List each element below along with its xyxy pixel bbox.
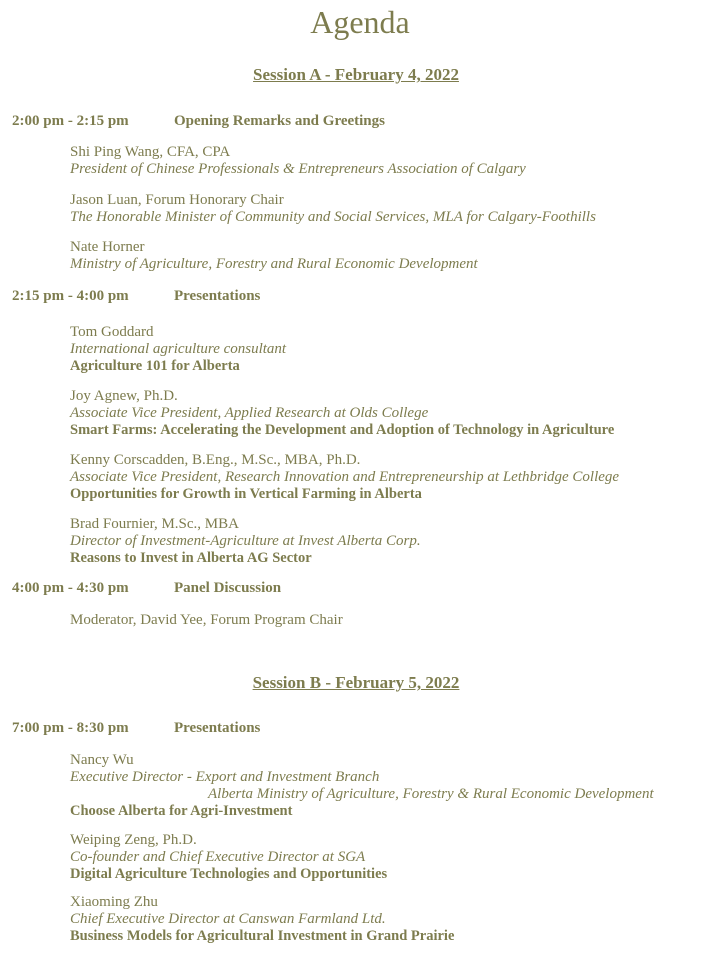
speaker-name: Brad Fournier, M.Sc., MBA <box>70 516 239 532</box>
speaker-block <box>70 894 454 945</box>
slot-label: Opening Remarks and Greetings <box>174 113 385 129</box>
speaker-role: Associate Vice President, Applied Research at Olds College <box>70 405 429 421</box>
slot-time: 4:00 pm - 4:30 pm <box>12 580 129 596</box>
speaker-name: Tom Goddard <box>70 324 154 340</box>
speaker-block <box>70 388 614 439</box>
talk-topic: Opportunities for Growth in Vertical Farming in Alberta <box>70 486 422 502</box>
session-b-heading: Session B - February 5, 2022 <box>252 673 460 692</box>
speaker-block <box>70 752 654 820</box>
slot-time: 2:15 pm - 4:00 pm <box>12 288 129 304</box>
page-title: Agenda <box>310 4 410 40</box>
speaker-role: The Honorable Minister of Community and Social Services, MLA for Calgary-Foothills <box>70 209 596 225</box>
speaker-block <box>70 144 526 178</box>
talk-topic: Agriculture 101 for Alberta <box>70 358 240 374</box>
speaker-role: Co-founder and Chief Executive Director at SGA <box>70 849 366 865</box>
speaker-block <box>70 192 596 226</box>
speaker-role: Ministry of Agriculture, Forestry and Rural Economic Development <box>70 256 478 272</box>
speaker-block <box>70 452 619 503</box>
speaker-block <box>70 832 387 883</box>
speaker-role: Associate Vice President, Research Innovation and Entrepreneurship at Lethbridge College <box>70 469 620 485</box>
speaker-name: Moderator, David Yee, Forum Program Chair <box>70 612 343 628</box>
speaker-role: Director of Investment-Agriculture at Invest Alberta Corp. <box>70 533 421 549</box>
talk-topic: Digital Agriculture Technologies and Opportunities <box>70 866 388 882</box>
speaker-role: President of Chinese Professionals & Entrepreneurs Association of Calgary <box>70 161 526 177</box>
speaker-role-secondary: Alberta Ministry of Agriculture, Forestry & Rural Economic Development <box>208 786 654 802</box>
speaker-name: Joy Agnew, Ph.D. <box>70 388 178 404</box>
speaker-block <box>70 612 343 629</box>
speaker-name: Shi Ping Wang, CFA, CPA <box>70 144 231 160</box>
speaker-name: Weiping Zeng, Ph.D. <box>70 832 197 848</box>
session-a-heading: Session A - February 4, 2022 <box>253 65 459 84</box>
slot-label: Presentations <box>174 720 261 736</box>
slot-time: 2:00 pm - 2:15 pm <box>12 113 129 129</box>
talk-topic: Smart Farms: Accelerating the Development and Adoption of Technology in Agriculture <box>70 422 615 438</box>
speaker-name: Jason Luan, Forum Honorary Chair <box>70 192 284 208</box>
speaker-role: Chief Executive Director at Canswan Farmland Ltd. <box>70 911 386 927</box>
speaker-name: Nancy Wu <box>70 752 134 768</box>
slot-label: Panel Discussion <box>174 580 282 596</box>
speaker-block <box>70 324 286 375</box>
speaker-name: Nate Horner <box>70 239 145 255</box>
talk-topic: Business Models for Agricultural Investment in Grand Prairie <box>70 928 455 944</box>
talk-topic: Choose Alberta for Agri-Investment <box>70 803 293 819</box>
speaker-name: Xiaoming Zhu <box>70 894 158 910</box>
talk-topic: Reasons to Invest in Alberta AG Sector <box>70 550 312 566</box>
speaker-role: International agriculture consultant <box>70 341 287 357</box>
speaker-block <box>70 239 478 273</box>
slot-time: 7:00 pm - 8:30 pm <box>12 720 129 736</box>
speaker-name: Kenny Corscadden, B.Eng., M.Sc., MBA, Ph.D. <box>70 452 361 468</box>
speaker-role: Executive Director - Export and Investment Branch <box>70 769 380 785</box>
slot-label: Presentations <box>174 288 261 304</box>
speaker-block <box>70 516 421 567</box>
